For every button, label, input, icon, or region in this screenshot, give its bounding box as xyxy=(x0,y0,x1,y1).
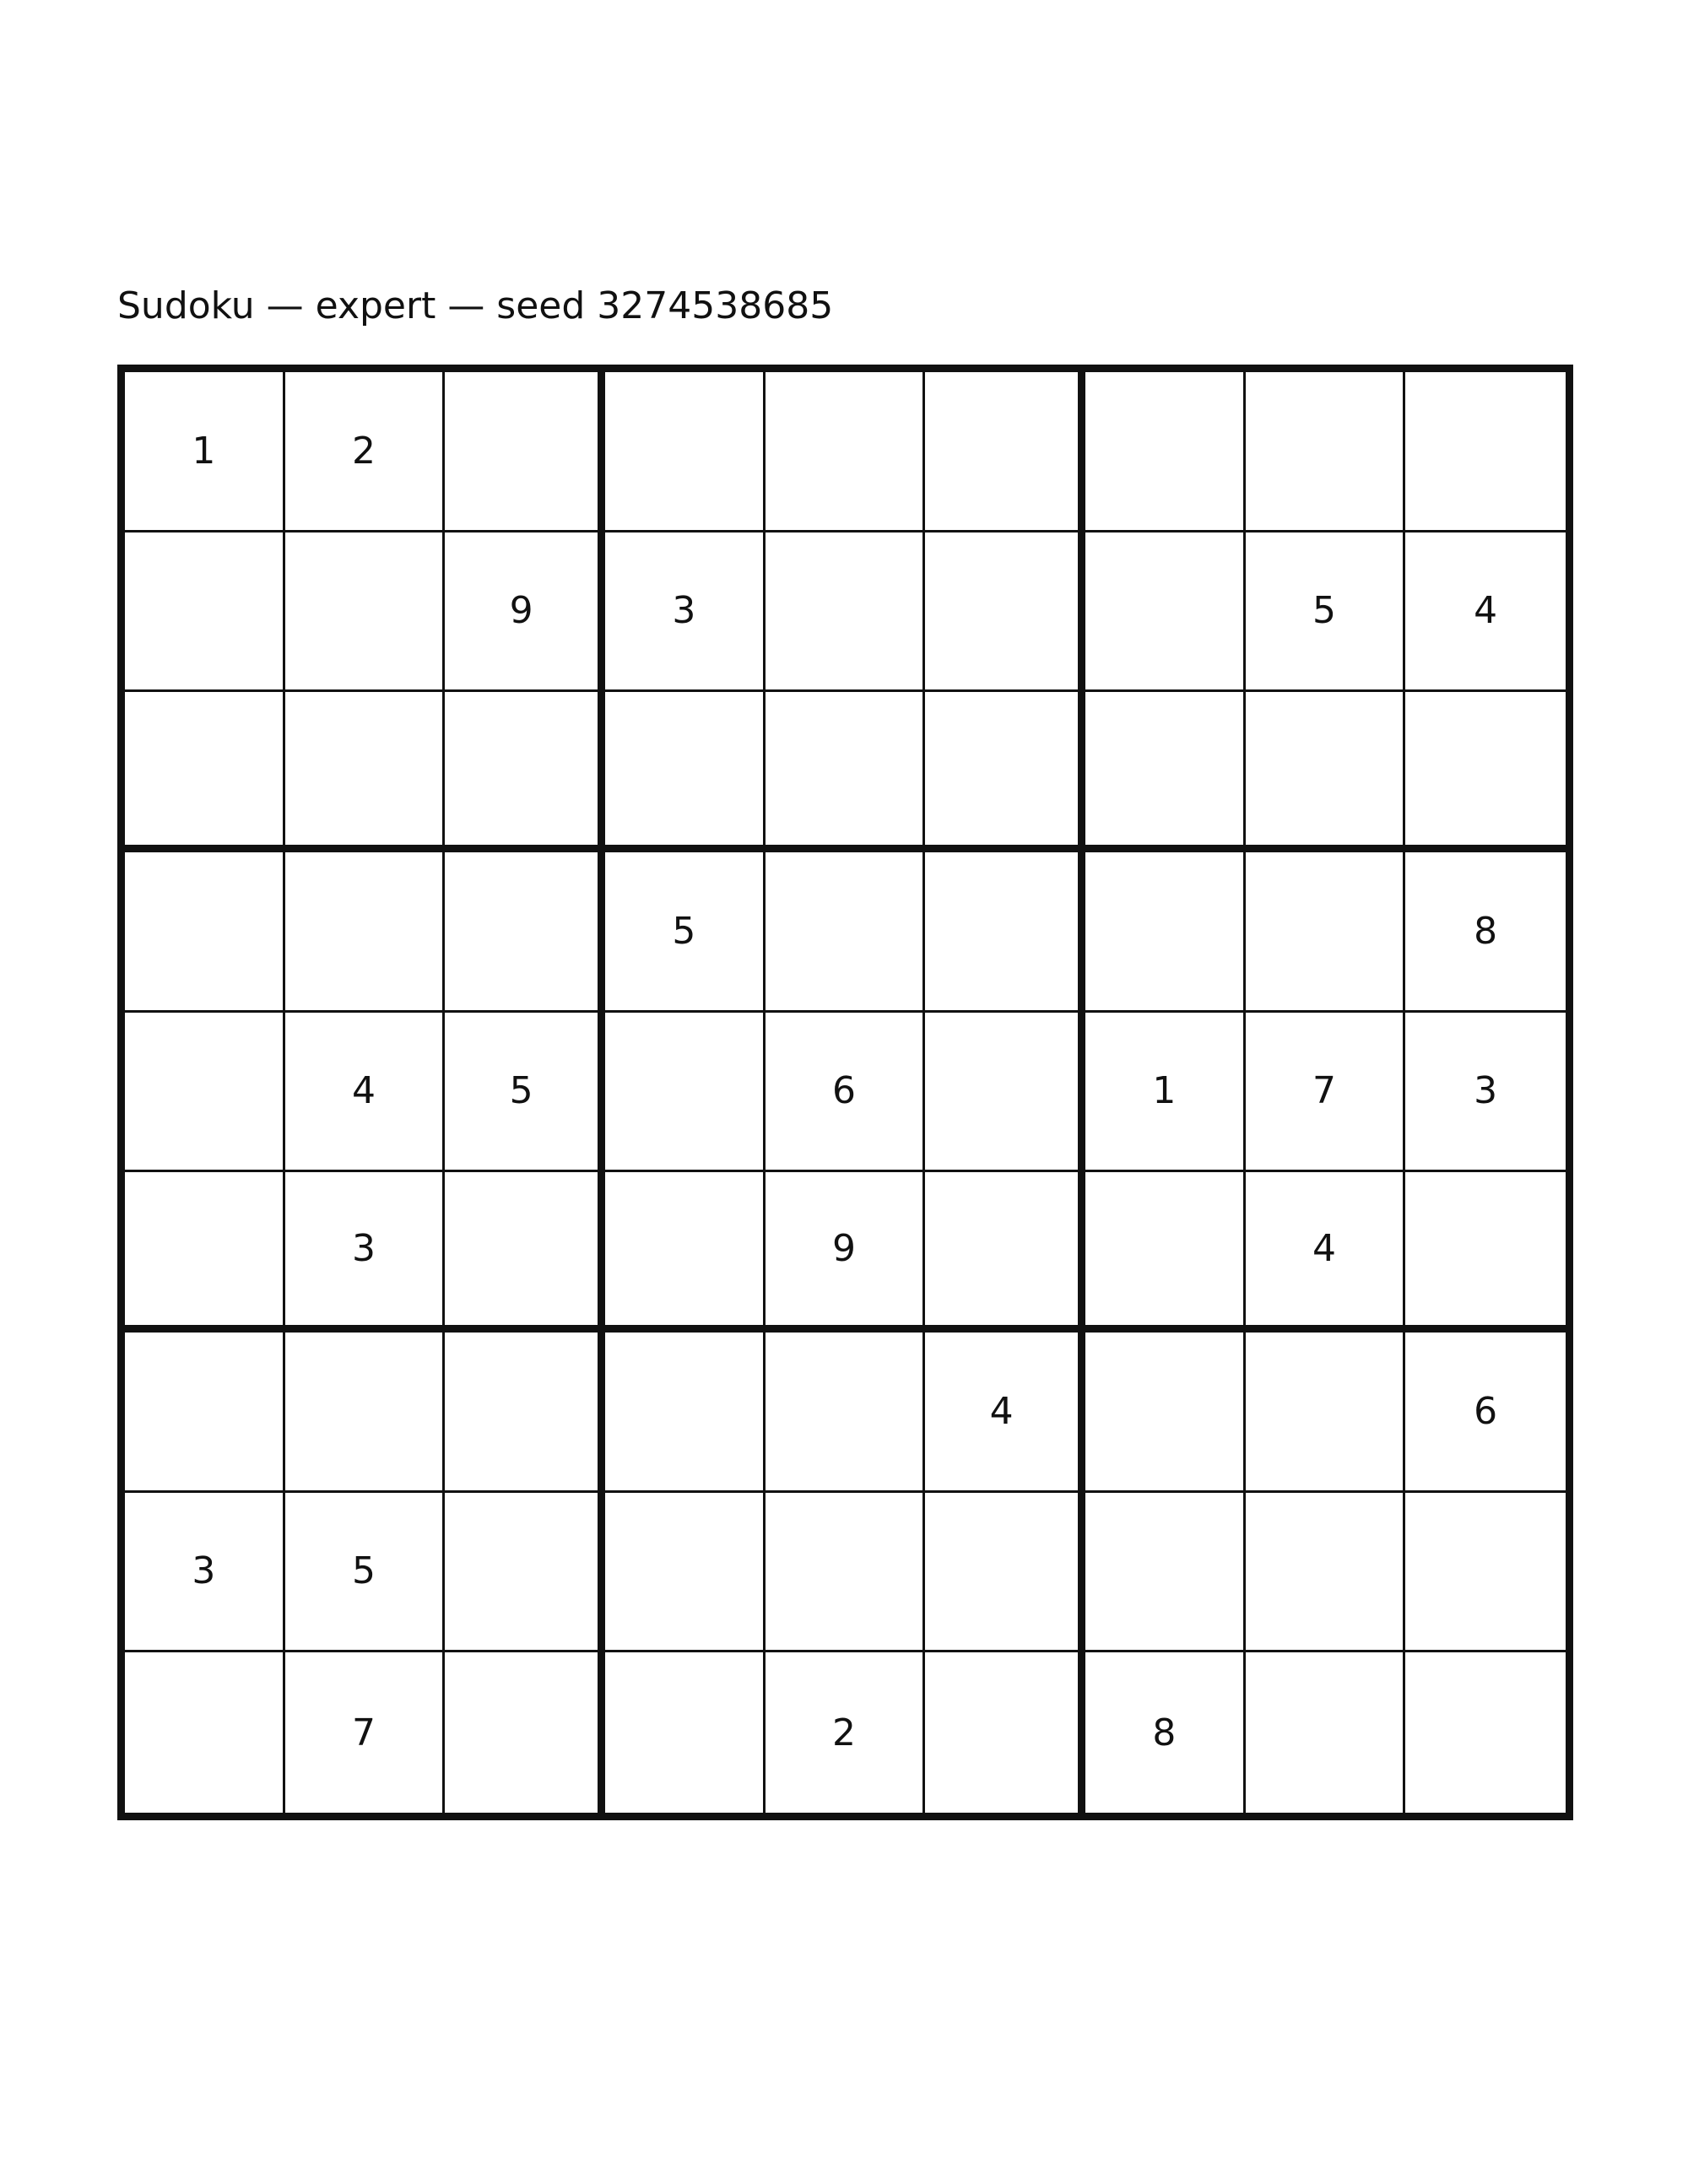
sudoku-cell-r8-c3[interactable] xyxy=(445,1493,605,1653)
sudoku-cell-r7-c3[interactable] xyxy=(445,1333,605,1493)
sudoku-cell-r9-c2[interactable]: 7 xyxy=(285,1652,446,1813)
sudoku-cell-r7-c7[interactable] xyxy=(1085,1333,1246,1493)
sudoku-cell-r3-c7[interactable] xyxy=(1085,692,1246,852)
sudoku-cell-r8-c1[interactable]: 3 xyxy=(125,1493,285,1653)
sudoku-cell-r8-c9[interactable] xyxy=(1405,1493,1566,1653)
sudoku-cell-r8-c6[interactable] xyxy=(925,1493,1085,1653)
sudoku-cell-r7-c9[interactable]: 6 xyxy=(1405,1333,1566,1493)
sudoku-cell-r6-c4[interactable] xyxy=(605,1172,766,1333)
sudoku-cell-r4-c9[interactable]: 8 xyxy=(1405,852,1566,1013)
sudoku-cell-r9-c9[interactable] xyxy=(1405,1652,1566,1813)
sudoku-cell-r5-c9[interactable]: 3 xyxy=(1405,1013,1566,1173)
sudoku-cell-r9-c3[interactable] xyxy=(445,1652,605,1813)
sudoku-cell-r5-c6[interactable] xyxy=(925,1013,1085,1173)
sudoku-cell-r7-c6[interactable]: 4 xyxy=(925,1333,1085,1493)
sudoku-cell-r4-c3[interactable] xyxy=(445,852,605,1013)
sudoku-cell-r1-c2[interactable]: 2 xyxy=(285,372,446,532)
sudoku-cell-r2-c4[interactable]: 3 xyxy=(605,532,766,693)
sudoku-cell-r5-c4[interactable] xyxy=(605,1013,766,1173)
sudoku-cell-r4-c8[interactable] xyxy=(1246,852,1406,1013)
sudoku-cell-r1-c7[interactable] xyxy=(1085,372,1246,532)
sudoku-cell-r7-c1[interactable] xyxy=(125,1333,285,1493)
sudoku-cell-r4-c6[interactable] xyxy=(925,852,1085,1013)
sudoku-cell-r1-c1[interactable]: 1 xyxy=(125,372,285,532)
sudoku-cell-r8-c5[interactable] xyxy=(766,1493,926,1653)
sudoku-cell-r7-c4[interactable] xyxy=(605,1333,766,1493)
sudoku-cell-r7-c5[interactable] xyxy=(766,1333,926,1493)
sudoku-cell-r3-c5[interactable] xyxy=(766,692,926,852)
sudoku-cell-r2-c1[interactable] xyxy=(125,532,285,693)
sudoku-cell-r2-c5[interactable] xyxy=(766,532,926,693)
sudoku-cell-r5-c7[interactable]: 1 xyxy=(1085,1013,1246,1173)
sudoku-cell-r9-c7[interactable]: 8 xyxy=(1085,1652,1246,1813)
sudoku-cell-r2-c7[interactable] xyxy=(1085,532,1246,693)
sudoku-cell-r6-c7[interactable] xyxy=(1085,1172,1246,1333)
sudoku-cell-r3-c1[interactable] xyxy=(125,692,285,852)
sudoku-cell-r1-c8[interactable] xyxy=(1246,372,1406,532)
sudoku-cell-r5-c3[interactable]: 5 xyxy=(445,1013,605,1173)
sudoku-cell-r6-c1[interactable] xyxy=(125,1172,285,1333)
sudoku-cell-r9-c8[interactable] xyxy=(1246,1652,1406,1813)
sudoku-cell-r1-c4[interactable] xyxy=(605,372,766,532)
sudoku-cell-r8-c8[interactable] xyxy=(1246,1493,1406,1653)
sudoku-board xyxy=(117,365,1573,1820)
sudoku-cell-r3-c6[interactable] xyxy=(925,692,1085,852)
sudoku-cell-r3-c9[interactable] xyxy=(1405,692,1566,852)
sudoku-cell-r2-c8[interactable]: 5 xyxy=(1246,532,1406,693)
sudoku-cell-r2-c9[interactable]: 4 xyxy=(1405,532,1566,693)
sudoku-cell-r8-c7[interactable] xyxy=(1085,1493,1246,1653)
sudoku-cell-r6-c3[interactable] xyxy=(445,1172,605,1333)
sudoku-cell-r9-c5[interactable]: 2 xyxy=(766,1652,926,1813)
sudoku-cell-r9-c1[interactable] xyxy=(125,1652,285,1813)
sudoku-cell-r2-c2[interactable] xyxy=(285,532,446,693)
sudoku-cell-r4-c2[interactable] xyxy=(285,852,446,1013)
sudoku-cell-r4-c7[interactable] xyxy=(1085,852,1246,1013)
sudoku-cell-r6-c8[interactable]: 4 xyxy=(1246,1172,1406,1333)
sudoku-cell-r9-c6[interactable] xyxy=(925,1652,1085,1813)
sudoku-cell-r5-c2[interactable]: 4 xyxy=(285,1013,446,1173)
sudoku-cell-r4-c5[interactable] xyxy=(766,852,926,1013)
sudoku-cell-r8-c4[interactable] xyxy=(605,1493,766,1653)
sudoku-cell-r5-c8[interactable]: 7 xyxy=(1246,1013,1406,1173)
sudoku-cell-r4-c1[interactable] xyxy=(125,852,285,1013)
sudoku-cell-r1-c6[interactable] xyxy=(925,372,1085,532)
sudoku-cell-r6-c5[interactable]: 9 xyxy=(766,1172,926,1333)
sudoku-cell-r6-c6[interactable] xyxy=(925,1172,1085,1333)
sudoku-cell-r2-c3[interactable]: 9 xyxy=(445,532,605,693)
sudoku-cell-r9-c4[interactable] xyxy=(605,1652,766,1813)
sudoku-cell-r4-c4[interactable]: 5 xyxy=(605,852,766,1013)
sudoku-cell-r7-c8[interactable] xyxy=(1246,1333,1406,1493)
sudoku-cell-r6-c9[interactable] xyxy=(1405,1172,1566,1333)
sudoku-cell-r3-c2[interactable] xyxy=(285,692,446,852)
sudoku-cell-r8-c2[interactable]: 5 xyxy=(285,1493,446,1653)
puzzle-title: Sudoku — expert — seed 3274538685 xyxy=(117,284,834,327)
sudoku-cell-r2-c6[interactable] xyxy=(925,532,1085,693)
sudoku-cell-r7-c2[interactable] xyxy=(285,1333,446,1493)
sudoku-cell-r5-c5[interactable]: 6 xyxy=(766,1013,926,1173)
sudoku-cell-r3-c4[interactable] xyxy=(605,692,766,852)
sudoku-cell-r1-c5[interactable] xyxy=(766,372,926,532)
sudoku-cell-r3-c8[interactable] xyxy=(1246,692,1406,852)
sudoku-cell-r1-c9[interactable] xyxy=(1405,372,1566,532)
sudoku-cell-r3-c3[interactable] xyxy=(445,692,605,852)
sudoku-cell-r5-c1[interactable] xyxy=(125,1013,285,1173)
sudoku-cell-r6-c2[interactable]: 3 xyxy=(285,1172,446,1333)
sudoku-cell-r1-c3[interactable] xyxy=(445,372,605,532)
